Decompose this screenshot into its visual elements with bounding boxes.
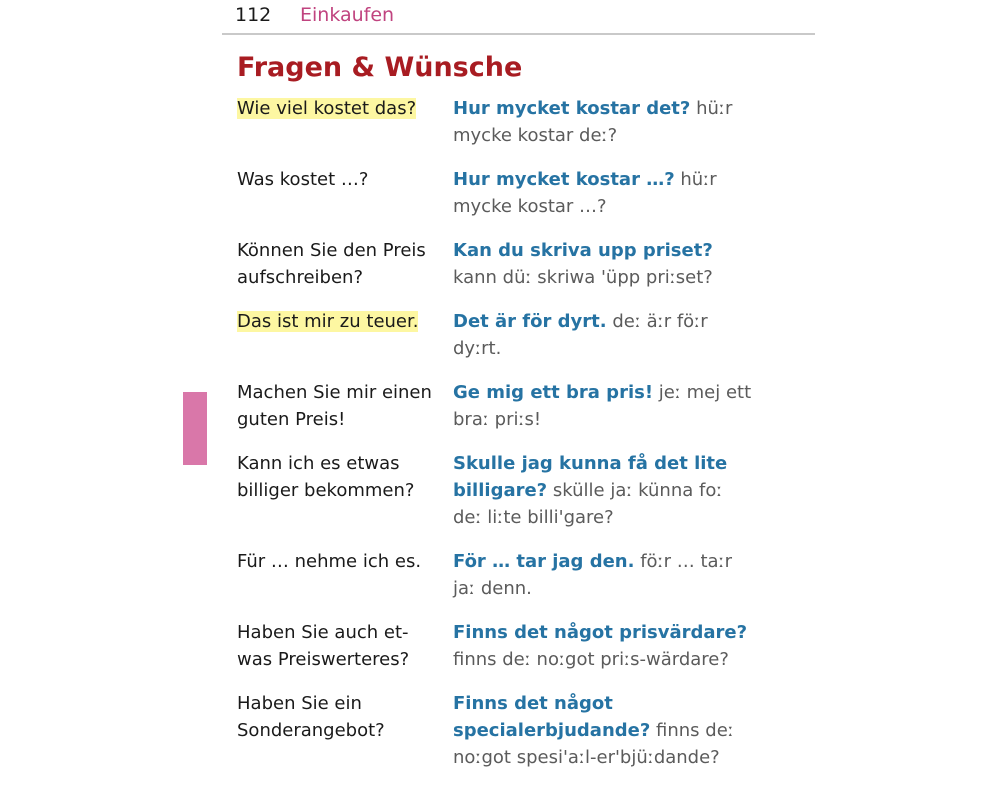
- german-phrase: [237, 166, 443, 193]
- german-phrase-line: Was kostet …?: [237, 169, 369, 190]
- swedish-translation-block: [453, 690, 753, 771]
- german-phrase: [237, 690, 443, 744]
- pronunciation: kann düː skriwa 'üpp priːset?: [453, 267, 713, 288]
- pronunciation: finns deː noːgot spesi'aːl-er'bjüːdande?: [453, 720, 734, 768]
- pronunciation: hüːr mycke kostar deː?: [453, 98, 733, 146]
- section-title: Fragen & Wünsche: [237, 52, 523, 83]
- pronunciation: skülle jaː künna foː deː liːte billi'gare?: [453, 480, 723, 528]
- pronunciation: jeː mej ett braː priːs!: [453, 382, 752, 430]
- swedish-phrase: Hur mycket kostar det?: [453, 98, 691, 119]
- chapter-side-tab: [183, 392, 207, 465]
- german-phrase-line: Kann ich es etwas: [237, 453, 400, 474]
- swedish-phrase: För … tar jag den.: [453, 551, 635, 572]
- pronunciation: föːr … taːr jaː denn.: [453, 551, 732, 599]
- chapter-title: Einkaufen: [300, 4, 395, 26]
- swedish-translation-block: [453, 237, 753, 291]
- german-phrase: [237, 379, 443, 433]
- german-phrase-line: Machen Sie mir einen: [237, 382, 432, 403]
- german-phrase-line: Haben Sie ein: [237, 693, 362, 714]
- german-phrase-line: Wie viel kostet das?: [237, 98, 417, 119]
- german-phrase: [237, 450, 443, 504]
- page-header: [222, 0, 815, 35]
- pronunciation: deː äːr föːr dyːrt.: [453, 311, 708, 359]
- pronunciation: hüːr mycke kostar …?: [453, 169, 717, 217]
- german-phrase: [237, 237, 443, 291]
- german-phrase: [237, 548, 443, 575]
- pronunciation: finns deː noːgot priːs-wärdare?: [453, 649, 729, 670]
- swedish-phrase: Finns det något specialerbjudande?: [453, 693, 651, 741]
- german-phrase-line: Können Sie den Preis: [237, 240, 426, 261]
- swedish-phrase: Ge mig ett bra pris!: [453, 382, 654, 403]
- german-phrase-line: guten Preis!: [237, 409, 346, 430]
- german-phrase-line: aufschreiben?: [237, 267, 363, 288]
- swedish-translation-block: [453, 619, 753, 673]
- german-phrase-line: Das ist mir zu teuer.: [237, 311, 419, 332]
- swedish-phrase: Hur mycket kostar …?: [453, 169, 675, 190]
- swedish-translation-block: [453, 308, 753, 362]
- german-phrase: [237, 95, 443, 122]
- swedish-phrase: Kan du skriva upp priset?: [453, 240, 713, 261]
- swedish-translation-block: [453, 379, 753, 433]
- german-phrase-line: was Preiswerteres?: [237, 649, 410, 670]
- swedish-phrase: Det är för dyrt.: [453, 311, 607, 332]
- page-number: 112: [235, 4, 272, 26]
- swedish-translation-block: [453, 166, 753, 220]
- german-phrase-line: Sonderangebot?: [237, 720, 385, 741]
- german-phrase-line: billiger bekommen?: [237, 480, 415, 501]
- swedish-translation-block: [453, 450, 753, 531]
- swedish-phrase: Skulle jag kunna få det lite billigare?: [453, 453, 728, 501]
- swedish-translation-block: [453, 95, 753, 149]
- german-phrase-line: Für … nehme ich es.: [237, 551, 422, 572]
- german-phrase: [237, 619, 443, 673]
- german-phrase: [237, 308, 443, 335]
- swedish-translation-block: [453, 548, 753, 602]
- german-phrase-line: Haben Sie auch et-: [237, 622, 409, 643]
- swedish-phrase: Finns det något prisvärdare?: [453, 622, 748, 643]
